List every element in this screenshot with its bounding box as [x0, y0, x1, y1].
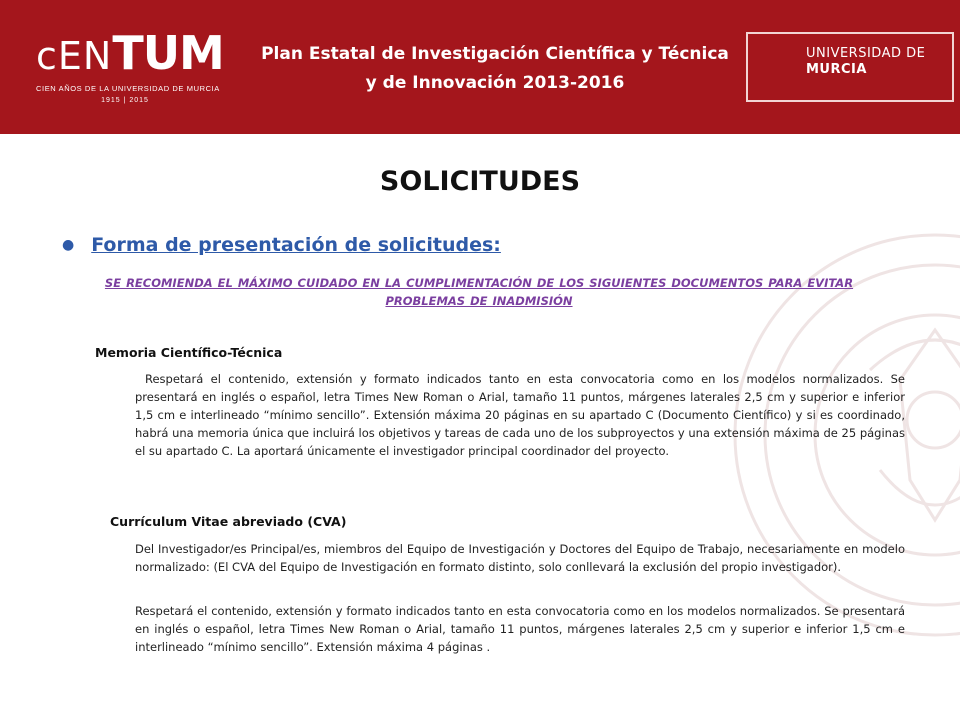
bullet-dot-icon: ●: [62, 237, 75, 253]
page-title: SOLICITUDES: [379, 166, 581, 197]
bullet-heading: Forma de presentación de solicitudes:: [91, 234, 501, 256]
centum-logo: [36, 26, 224, 104]
section-heading-cva: Currículum Vitae abreviado (CVA): [110, 514, 347, 529]
header-title-line2: y de Innovación 2013-2016: [365, 73, 625, 93]
university-logo-box: [746, 32, 954, 102]
university-line2: MURCIA: [806, 62, 867, 77]
section-heading-memoria: Memoria Científico-Técnica: [95, 345, 283, 360]
university-logo-text: [806, 46, 925, 78]
university-line1: UNIVERSIDAD DE: [806, 46, 926, 61]
header-title: [250, 40, 740, 98]
header-banner: [0, 0, 960, 134]
section-text-cva-2: Respetará el contenido, extensión y formato indicados tanto en esta convocatoria como en los modelos normalizados. Se presentará en inglés o español, letra Times New Roman o Arial, tamaño 11 puntos, márgenes laterales 2,5 cm y superior e inferior 1,5 cm e interlineado “mínimo sencillo”. Extensión máxima 4 páginas .: [135, 604, 905, 654]
section-text-cva-1: Del Investigador/es Principal/es, miembros del Equipo de Investigación y Doctores del Equipo de Trabajo, necesariamente en modelo normalizado: (El CVA del Equipo de Investigación en formato distinto, solo conllevará la exclusión del propio investigador).: [135, 542, 905, 574]
logo-tagline: CIEN AÑOS DE LA UNIVERSIDAD DE MURCIA: [36, 84, 220, 93]
warning-line2: PROBLEMAS DE INADMISIÓN: [385, 294, 573, 308]
warning-note: [52, 274, 906, 310]
logo-word-small: cEN: [36, 34, 113, 78]
logo-word-big: TUM: [112, 26, 224, 80]
warning-line1: SE RECOMIENDA EL MÁXIMO CUIDADO EN LA CUMPLIMENTACIÓN DE LOS SIGUIENTES DOCUMENTOS PARA EVITAR: [104, 276, 854, 290]
section-text-memoria: Respetará el contenido, extensión y formato indicados tanto en esta convocatoria como en los modelos normalizados. Se presentará en inglés o español, letra Times New Roman o Arial, tamaño 11 puntos, márgenes laterales 2,5 cm y superior e inferior 1,5 cm e interlineado “mínimo sencillo”. Extensión máxima 20 páginas en su apartado C (Documento Científico) y si es coordinado, habrá una memoria única que incluirá los objetivos y tareas de cada uno de los subproyectos y una extensión máxima de 25 páginas el su apartado C. La aportará únicamente el investigador principal coordinador del proyecto.: [135, 372, 905, 458]
header-title-line1: Plan Estatal de Investigación Científica y Técnica: [261, 44, 729, 64]
logo-wordmark: [36, 26, 224, 80]
bullet-item: [62, 234, 501, 256]
logo-years: 1915 | 2015: [101, 97, 149, 104]
